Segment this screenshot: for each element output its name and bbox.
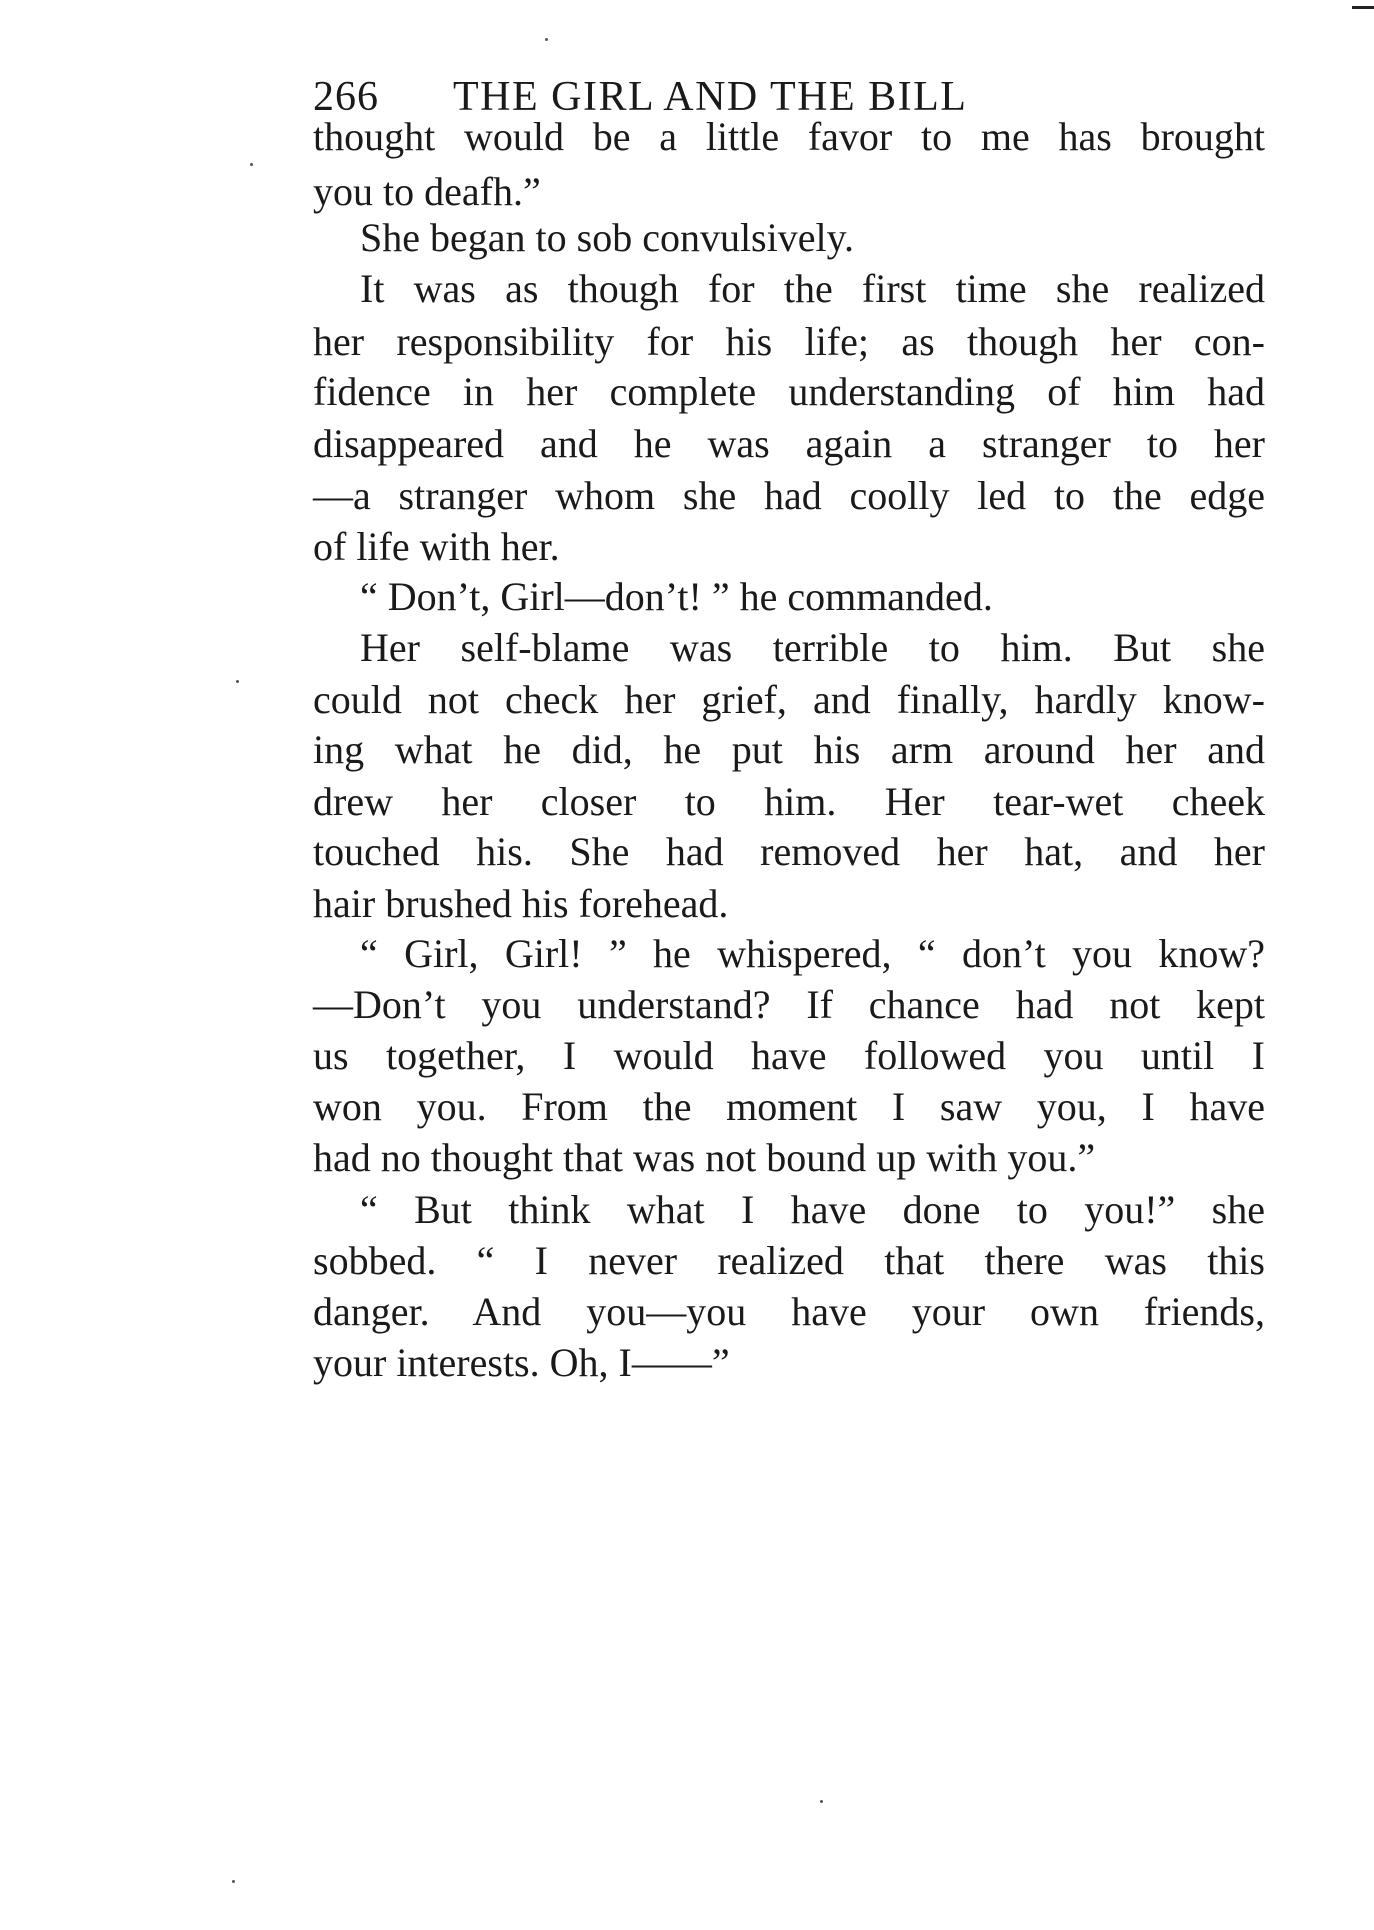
page-number: 266 — [313, 74, 379, 120]
text-line: —a stranger whom she had coolly led to the edge — [313, 473, 1265, 518]
text-line: had no thought that was not bound up with you.” — [313, 1135, 1096, 1180]
scan-speck — [250, 163, 253, 166]
text-line: you to deafh.” — [313, 169, 541, 214]
text-line: could not check her grief, and finally, hardly know- — [313, 677, 1265, 722]
text-line: danger. And you—you have your own friends, — [313, 1289, 1265, 1334]
text-line: won you. From the moment I saw you, I have — [313, 1084, 1265, 1129]
text-line: sobbed. “ I never realized that there was this — [313, 1238, 1265, 1283]
scan-speck — [820, 1800, 823, 1803]
text-line: disappeared and he was again a stranger to her — [313, 421, 1265, 466]
text-line: It was as though for the first time she realized — [360, 266, 1265, 311]
text-line: us together, I would have followed you until I — [313, 1033, 1265, 1078]
text-line: thought would be a little favor to me has brought — [313, 114, 1265, 159]
text-line: She began to sob convulsively. — [360, 215, 855, 260]
text-line: “ Don’t, Girl—don’t! ” he commanded. — [360, 574, 993, 619]
text-line: —Don’t you understand? If chance had not kept — [313, 982, 1265, 1027]
scan-speck — [232, 1880, 235, 1883]
running-head: THE GIRL AND THE BILL — [453, 74, 968, 120]
text-line: ing what he did, he put his arm around her and — [313, 727, 1265, 772]
text-line: fidence in her complete understanding of him had — [313, 369, 1265, 414]
text-line: your interests. Oh, I——” — [313, 1340, 730, 1385]
text-line: “ But think what I have done to you!” she — [360, 1187, 1265, 1232]
text-line: “ Girl, Girl! ” he whispered, “ don’t you know? — [360, 931, 1265, 976]
text-line: touched his. She had removed her hat, and her — [313, 829, 1265, 874]
scan-speck — [236, 680, 239, 683]
scan-edge-mark — [1352, 6, 1374, 9]
text-line: hair brushed his forehead. — [313, 881, 729, 926]
text-line: Her self-blame was terrible to him. But she — [360, 625, 1265, 670]
text-line: drew her closer to him. Her tear-wet cheek — [313, 779, 1265, 824]
text-line: of life with her. — [313, 524, 560, 569]
text-line: her responsibility for his life; as though her con- — [313, 319, 1265, 364]
scan-speck — [545, 38, 548, 41]
